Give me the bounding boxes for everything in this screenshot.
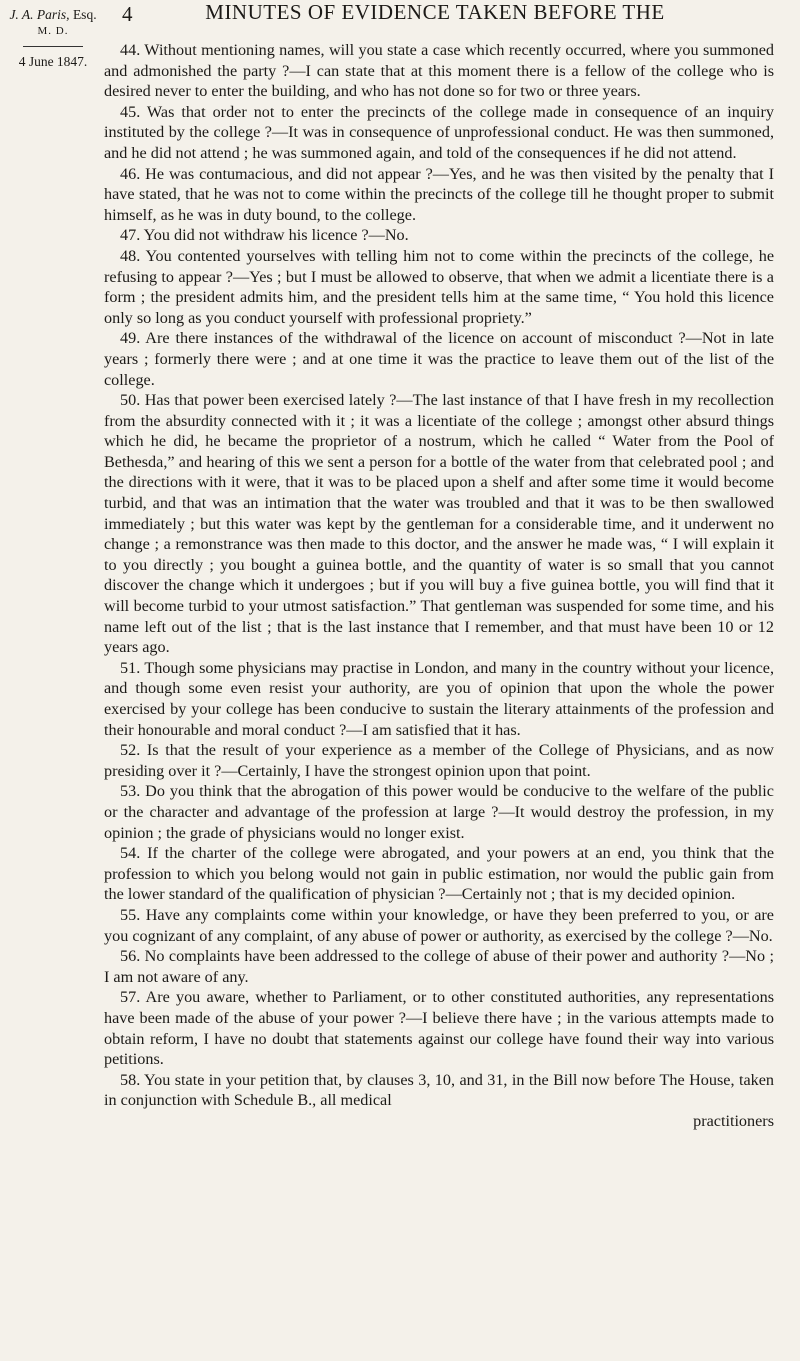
paragraph-44: 44. Without mentioning names, will you state a case which recently occurred, where you summoned and admonished the party ?—I can state that at this moment there is a fellow of the college who is desired never to enter the building, and who has not done so for two or three years. — [104, 41, 774, 101]
margin-rule — [23, 46, 83, 47]
paragraph-58: 58. You state in your petition that, by clauses 3, 10, and 31, in the Bill now before The House, taken in conjunction with Schedule B., all medical — [104, 1070, 774, 1110]
paragraph-54: 54. If the charter of the college were abrogated, and your powers at an end, you think that the profession to which you belong would not gain in public estimation, nor would the public gain from the lower standard of the qualification of physician ?—Certainly not ; that is my decided opinion. — [104, 844, 774, 904]
running-head: MINUTES OF EVIDENCE TAKEN BEFORE THE — [205, 0, 665, 24]
paragraph-45: 45. Was that order not to enter the precincts of the college made in consequence of an inquiry instituted by the college ?—It was in consequence of unprofessional conduct. He was then summoned, and he did not attend ; he was summoned again, and told of the consequences if he did not attend. — [104, 102, 774, 162]
paragraph-57: 57. Are you aware, whether to Parliament, or to other constituted authorities, any representations have been made of the abuse of your power ?—I believe there have ; in the various attempts made to obtain reform, I have no doubt that statements against our college have found their way into various petitions. — [104, 988, 774, 1069]
catchword: practitioners — [693, 1111, 774, 1130]
evidence-date: 4 June 1847. — [18, 54, 88, 69]
paragraph-55: 55. Have any complaints come within your knowledge, or have they been preferred to you, or are you cognizant of any complaint, of any abuse of power or authority, as exercised by the college ?—No. — [104, 905, 774, 945]
paragraph-50: 50. Has that power been exercised lately ?—The last instance of that I have fresh in my recollection from the absurdity connected with it ; it was a licentiate of the college ; amongst other absurd things which he did, he became the proprietor of a nostrum, which he called “ Water from the Pool of Bethesda,” and hearing of this we sent a person for a bottle of the water from that celebrated pool ; and the directions with it were, that it was to be placed upon a shelf and after some time it would become turbid, and that was an intimation that the water was troubled and that it was to be then swallowed immediately ; but this water was kept by the gentleman for a considerable time, and it underwent no change ; a remonstrance was then made to this doctor, and the answer he made was, “ I will explain it to you directly ; you bought a guinea bottle, and the quantity of water is so small that you cannot discover the change which it undergoes ; but if you will buy a five guinea bottle, you will find that it will become turbid to your utmost satisfaction.” That gentleman was suspended for some time, and his name left out of the list ; that is the last instance that I remember, and that must have been 10 or 12 years ago. — [104, 391, 774, 657]
paragraph-49: 49. Are there instances of the withdrawal of the licence on account of misconduct ?—Not in late years ; formerly there were ; and at one time it was the practice to leave them out of the list of the college. — [104, 329, 774, 389]
paragraph-47: 47. You did not withdraw his licence ?—No. — [120, 226, 409, 245]
margin-note — [8, 6, 98, 70]
paragraph-48: 48. You contented yourselves with telling him not to come within the precincts of the college, he refusing to appear ?—Yes ; but I must be allowed to observe, that when we admit a licentiate there is a form ; the president admits him, and the president tells him at the same time, “ You hold this licence only so long as you conduct yourself with professional propriety.” — [104, 246, 774, 327]
paragraph-52: 52. Is that the result of your experience as a member of the College of Physicians, and as now presiding over it ?—Certainly, I have the strongest opinion upon that point. — [104, 741, 774, 780]
witness-name: J. A. Paris, — [9, 7, 70, 22]
body-text — [104, 40, 774, 1131]
paragraph-51: 51. Though some physicians may practise in London, and many in the country without your licence, and though some even resist your authority, are you of opinion that upon the whole the power exercised by your college has been conducive to sustain the literary attainments of the profession and their honourable and moral conduct ?—I am satisfied that it has. — [104, 658, 774, 739]
witness-degree: M. D. — [37, 25, 69, 37]
witness-line — [8, 6, 98, 23]
paragraph-56: 56. No complaints have been addressed to the college of abuse of their power and authority ?—No ; I am not aware of any. — [104, 947, 774, 986]
paragraph-53: 53. Do you think that the abrogation of this power would be conducive to the welfare of the public or the character and advantage of the profession at large ?—It would destroy the profession, in my opinion ; the grade of physicians would no longer exist. — [104, 782, 774, 842]
paragraph-46: 46. He was contumacious, and did not appear ?—Yes, and he was then visited by the penalty that I have stated, that he was not to come within the precincts of the college till he thought proper to submit himself, as he was in duty bound, to the college. — [104, 164, 774, 224]
page-number: 4 — [122, 2, 133, 26]
witness-suffix: Esq. — [72, 7, 97, 22]
